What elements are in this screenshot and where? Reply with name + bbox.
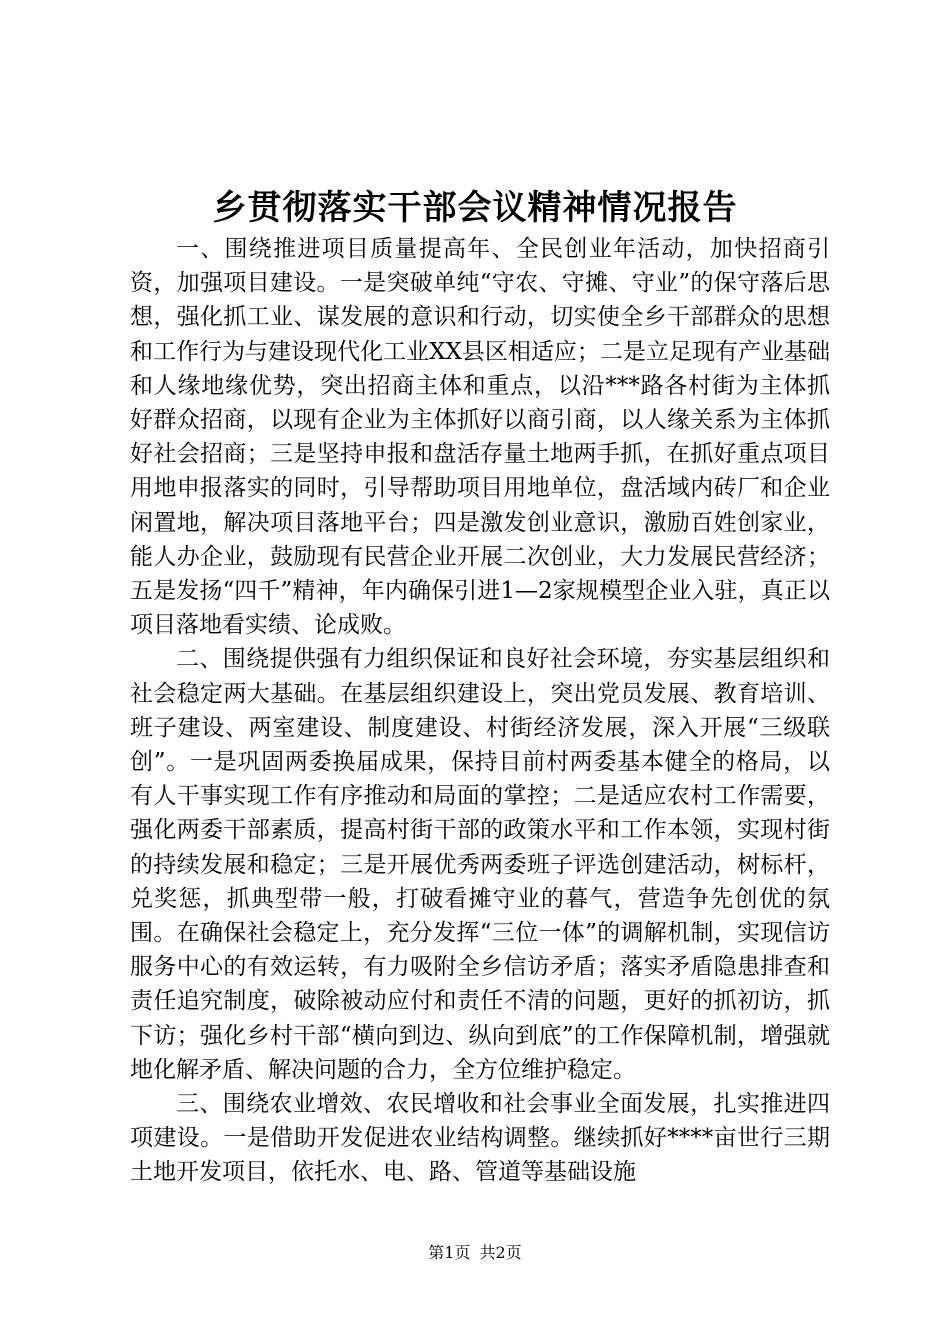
- page-total: 共2页: [479, 1243, 522, 1262]
- paragraph-1: 一、围绕推进项目质量提高年、全民创业年活动，加快招商引资，加强项目建设。一是突破单纯“守农、守摊、守业”的保守落后思想，强化抓工业、谋发展的意识和行动，切实使全乡干部群众的思想和工作行为与建设现代化工业XX县区相适应；二是立足现有产业基础和人缘地缘优势，突出招商主体和重点，以沿***路各村街为主体抓好群众招商，以现有企业为主体抓好以商引商，以人缘关系为主体抓好社会招商；三是坚持申报和盘活存量土地两手抓，在抓好重点项目用地申报落实的同时，引导帮助项目用地单位，盘活域内砖厂和企业闲置地，解决项目落地平台；四是激发创业意识，激励百姓创家业，能人办企业，鼓励现有民营企业开展二次创业，大力发展民营经济；五是发扬“四千”精神，年内确保引进1—2家规模型企业入驻，真正以项目落地看实绩、论成败。: [130, 236, 830, 639]
- document-body: [130, 232, 830, 1190]
- paragraph-2: 二、围绕提供强有力组织保证和良好社会环境，夯实基层组织和社会稳定两大基础。在基层组织建设上，突出党员发展、教育培训、班子建设、两室建设、制度建设、村街经济发展，深入开展“三级联创”。一是巩固两委换届成果，保持目前村两委基本健全的格局，以有人干事实现工作有序推动和局面的掌控；二是适应农村工作需要，强化两委干部素质，提高村街干部的政策水平和工作本领，实现村街的持续发展和稳定；三是开展优秀两委班子评选创建活动，树标杆，兑奖惩，抓典型带一般，打破看摊守业的暮气，营造争先创优的氛围。在确保社会稳定上，充分发挥“三位一体”的调解机制，实现信访服务中心的有效运转，有力吸附全乡信访矛盾；落实矛盾隐患排查和责任追究制度，破除被动应付和责任不清的问题，更好的抓初访，抓下访；强化乡村干部“横向到边、纵向到底”的工作保障机制，增强就地化解矛盾、解决问题的合力，全方位维护稳定。: [130, 646, 830, 1083]
- paragraph-3: 三、围绕农业增效、农民增收和社会事业全面发展，扎实推进四项建设。一是借助开发促进农业结构调整。继续抓好****亩世行三期土地开发项目，依托水、电、路、管道等基础设施: [130, 1091, 830, 1186]
- page-footer: [0, 1243, 950, 1263]
- document-title: 乡贯彻落实干部会议精神情况报告: [212, 188, 738, 228]
- page-number: 第1页: [428, 1243, 471, 1262]
